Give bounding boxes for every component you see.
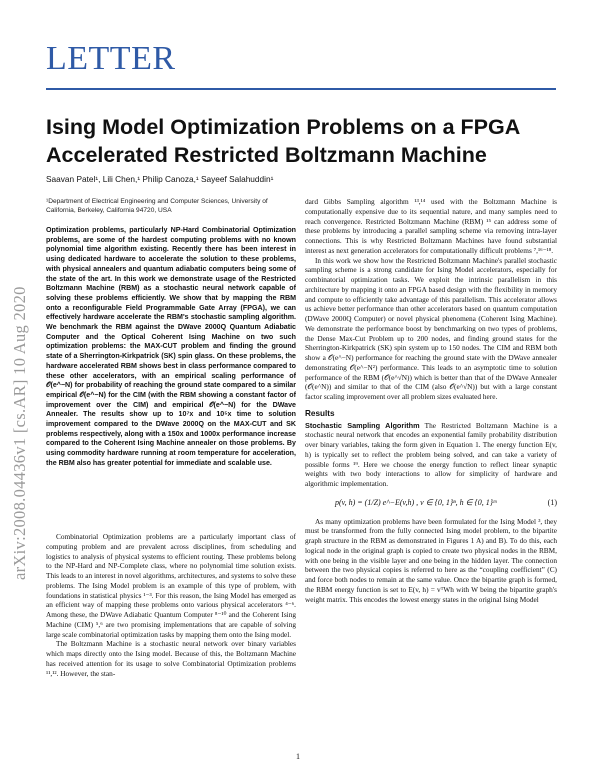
intro-paragraph-4: In this work we show how the Restricted Boltzmann Machine's parallel stochastic sampling scheme is a strong candidate for Ising Model accelerators, especially for combinatorial optimization tasks. We exploit the intrinsic parallelism in this architecture by mapping it onto an FPGA based design with the flexibility in memory and compute to efficiently take advantage of this parallelism. This accelerator allows us achieve better performance than other accelerators based on quantum computation (DWave 2000Q Computer) or novel physical phenomena (Coherent Ising Machine). We demonstrate the performance boost by benchmarking on two types of problems, the Dense Max-Cut Problem up to 200 nodes, and finding ground states for the Sherrington-Kirkpatrick (SK) spin system up to 150 nodes. The CIM and RBM both show a 𝒪(e^−N) performance for reaching the ground state with the DWave annealer demonstrating 𝒪(e^−N²) performance. This leads to an asymptotic time to solution performance of the RBM (𝒪(e^√N)) which is better than that of the DWave Annealer (𝒪(e^N)) and similar to that of the CIM (also 𝒪(e^√N)) but with a large constant factor scaling improvement over all problem sizes evaluated here. [305,255,557,401]
section-label-letter: LETTER [46,40,176,77]
abstract: Optimization problems, particularly NP-Hard Combinatorial Optimization problems, are some of the hardest computing problems with no known polynomial time algorithm existing. Recently there has been interest in using dedicated hardware to accelerate the solution to these problems, with physical annealers and quantum adiabatic computers being some of the state of the art. In this work we demonstrate usage of the Restricted Boltzmann Machine (RBM) as a stochastic neural network capable of solving these problems efficiently. We show that by mapping the RBM onto a reconfigurable Field Programmable Gate Array (FPGA), we can effectively hardware accelerate the RBM's stochastic sampling algorithm. We benchmark the RBM against the DWave 2000Q Quantum Adiabatic Computer and the Optical Coherent Ising Machine on two such optimization problems: the MAX-CUT problem and finding the ground state of a Sherrington-Kirkpatrick (SK) spin glass. On these problems, the hardware accelerated RBM shows best in class performance compared to these other accelerators, with an empirical scaling performance of 𝒪(e^−N) for probability of reaching the ground state compared to a similar empirical 𝒪(e^−N) for the CIM (with the RBM showing a constant factor of improvement over the CIM) and empirical 𝒪(e^−N) for the DWave Annealer. The results show up to 10⁷x and 10⁵x time to solution improvement compared to the DWave 2000Q on the MAX-CUT and SK problems respectively, along with a 150x and 1000x performance increase compared to the Coherent Ising Machine annealer on those problems. By using commodity hardware running at room temperature for acceleration, the RBM also has greater potential for immediate and scalable use. [46,226,296,467]
arxiv-stamp: arXiv:2008.04436v1 [cs.AR] 10 Aug 2020 [10,286,29,580]
results-heading: Results [305,408,335,418]
page-number: 1 [296,752,300,761]
intro-paragraph-2: The Boltzmann Machine is a stochastic neural network over binary variables which maps directly onto the Ising model. Because of this, the Boltzmann Machine has received attention for its usage to solve Combinatorial Optimization problems ¹¹,¹². However, the stan- [46,639,296,678]
intro-paragraph-1: Combinatorial Optimization problems are a particularly important class of computing problem and are prevalent across disciplines, from scheduling and logistics to analysis of physical systems to efficient routing. These problems belong to the NP-Hard and NP-Complete class, where no polynomial time solution exists. This leads to an interest in novel algorithms, architectures, and systems to solve these problems. The Ising Model problem is an example of this type of problem, with foundations in statistical physics ¹⁻³. For this reason, the Ising Model has emerged as an efficient way of mapping these problems onto various physical accelerators ⁴⁻⁶. Among these, the DWave Adiabatic Quantum Computer ⁸⁻¹⁰ and the Coherent Ising Machine (CIM) ⁵,⁶ are two promising implementations that are capable of solving large scale combinatorial optimization tasks by mapping them onto the Ising model. [46,532,296,639]
header-rule [46,88,556,90]
equation-body: p(v, h) = (1/Z) e^−E(v,h) , v ∈ {0, 1}ⁿ, h ∈ {0, 1}ᵐ [335,497,497,507]
affiliation: ¹Department of Electrical Engineering and Computer Sciences, University of California, Berkeley, California 94720, USA [46,198,268,214]
equation-1 [335,498,557,508]
paper-title: Ising Model Optimization Problems on a FPGA Accelerated Restricted Boltzmann Machine [46,115,520,167]
equation-number: (1) [547,497,557,507]
results-paragraph-1 [305,421,557,489]
author-list: Saavan Patel¹, Lili Chen,¹ Philip Canoza,¹ Sayeef Salahuddin¹ [46,174,274,184]
results-paragraph-1-text: The Restricted Boltzmann Machine is a stochastic neural network that encodes an exponential family probability distribution over binary variables, taking the form given in Equation 1. The energy function E(v, h) is typically set to reflect the problem being solved, and can take a variety of possible forms ¹⁹. Here we choose the energy function to reflect linear synaptic weights with two body interactions to allow for simplicity of hardware and algorithmic implementation. [305,420,558,488]
results-paragraph-2: As many optimization problems have been formulated for the Ising Model ³, they must be transformed from the fully connected Ising model problem, to the bipartite graph structure in the RBM as demonstrated in Figures 1 A) and B). To do this, each logical node in the original graph is copied to create two physical nodes in the RBM, with one being in the visible layer and one being in the hidden layer. The connection between the two physical copies is referred to here as the “coupling coefficient” (C) and force both nodes to remain at the same value. Once the bipartite graph is formed, the RBM energy function is set to E(v, h) = vᵀWh with W being the bipartite graph's weight matrix. This encodes the lowest energy states in the original Ising Model [305,516,557,604]
left-column-body [46,532,296,678]
runin-heading: Stochastic Sampling Algorithm [305,420,420,430]
intro-paragraph-3: dard Gibbs Sampling algorithm ¹³,¹⁴ used with the Boltzmann Machine is computationally expensive due to its sequential nature, and many samples need to reach convergence. Restricted Boltzmann Machine (RBM) ¹⁵ can address some of these problems by introducing a parallel sampling scheme via removing intra-layer connections. This is why Restricted Boltzmann Machines have found substantial interest as next generation accelerators for computationally difficult problems ⁷,¹⁶⁻¹⁸. [305,197,557,255]
right-column-body [305,197,557,604]
